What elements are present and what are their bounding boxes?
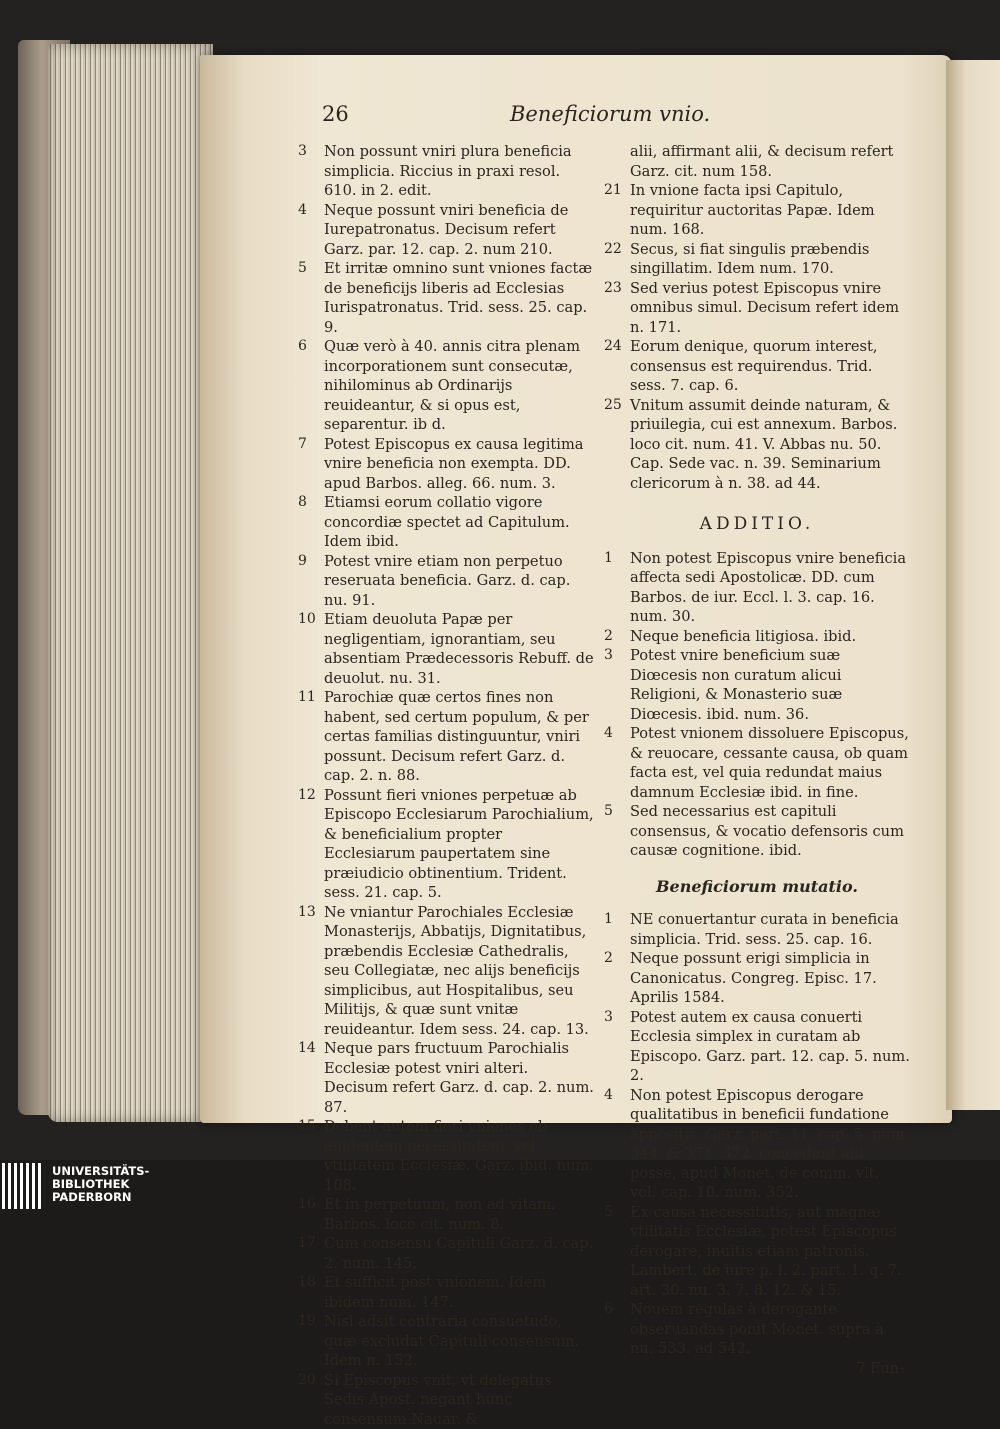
- entry-text: Parochiæ quæ certos fines non habent, sed certum populum, & per certas familias distinguuntur, vniri possunt. Decisum refert Garz. d. cap. 2. n. 88.: [324, 688, 596, 786]
- entry-text: Potest vnire etiam non perpetuo reseruata beneficia. Garz. d. cap. nu. 91.: [324, 552, 596, 611]
- entry-number: 24: [604, 337, 626, 357]
- entry-text: Et in perpetuum, non ad vitam. Barbos. loco cit. num. 8.: [324, 1195, 596, 1234]
- entry-number: 17: [298, 1234, 320, 1254]
- entry-text: Potest autem ex causa conuerti Ecclesia simplex in curatam ab Episcopo. Garz. part. 12. cap. 5. num. 2.: [630, 1008, 910, 1086]
- entry-number: 4: [298, 201, 320, 221]
- numbered-entry: [298, 435, 596, 494]
- entry-number: 4: [604, 1086, 626, 1106]
- numbered-entry: [604, 802, 910, 861]
- numbered-entry: [298, 1312, 596, 1371]
- entry-number: 4: [604, 724, 626, 744]
- entry-number: 6: [298, 337, 320, 357]
- entry-text: Potest vnire beneficium suæ Diœcesis non curatum alicui Religioni, & Monasterio suæ Diœcesis. ibid. num. 36.: [630, 646, 910, 724]
- entry-number: 1: [604, 549, 626, 569]
- entry-text: Nisi adsit contraria consuetudo, quæ excludat Capituli consensum. Idem n. 152.: [324, 1312, 596, 1371]
- entry-text: In vnione facta ipsi Capitulo, requiritur auctoritas Papæ. Idem num. 168.: [630, 181, 910, 240]
- running-title: Beneficiorum vnio.: [510, 102, 710, 126]
- entry-number: 16: [298, 1195, 320, 1215]
- entry-text: Neque possunt erigi simplicia in Canonicatus. Congreg. Episc. 17. Aprilis 1584.: [630, 949, 910, 1008]
- entry-text: Eorum denique, quorum interest, consensus est requirendus. Trid. sess. 7. cap. 6.: [630, 337, 910, 396]
- entry-text: Non potest Episcopus vnire beneficia affecta sedi Apostolicæ. DD. cum Barbos. de iur. Eccl. l. 3. cap. 16. num. 30.: [630, 549, 910, 627]
- numbered-entry: [604, 240, 910, 279]
- entry-text: Ex causa necessitatis, aut magnæ vtilitatis Ecclesiæ, potest Episcopus derogare, inuitis etiam patronis. Lambert. de iure p. l. 2. part. 1. q. 7. art. 30. nu. 3. 7. 8. 12. & 15.: [630, 1203, 910, 1301]
- numbered-entry: [298, 1371, 596, 1429]
- logo-line: PADERBORN: [52, 1191, 149, 1204]
- entry-number: 18: [298, 1273, 320, 1293]
- entry-text: Debent autem fieri vniones ob euidentem necessitatem, vel vtilitatem Ecclesiæ. Garz. ibid. num. 108.: [324, 1117, 596, 1195]
- numbered-entry: [604, 337, 910, 396]
- numbered-entry: [298, 142, 596, 201]
- numbered-entry: [298, 903, 596, 1040]
- entry-text: alii, affirmant alii, & decisum refert Garz. cit. num 158.: [630, 142, 910, 181]
- entry-number: 15: [298, 1117, 320, 1137]
- entry-text: Sed necessarius est capituli consensus, & vocatio defensoris cum causæ cognitione. ibid.: [630, 802, 910, 861]
- library-logo-icon: [2, 1163, 42, 1209]
- entry-text: Neque possunt vniri beneficia de Iurepatronatus. Decisum refert Garz. par. 12. cap. 2. num 210.: [324, 201, 596, 260]
- entry-text: Ne vniantur Parochiales Ecclesiæ Monasterijs, Abbatijs, Dignitatibus, præbendis Ecclesiæ Cathedralis, seu Collegiatæ, nec alijs beneficijs simplicibus, aut Hospitalibus, seu Militijs, & quæ sunt vnitæ reuideantur. Idem sess. 24. cap. 13.: [324, 903, 596, 1040]
- numbered-entry: [604, 1203, 910, 1301]
- numbered-entry: [298, 610, 596, 688]
- left-column: [298, 142, 596, 1429]
- entry-text: Potest Episcopus ex causa legitima vnire beneficia non exempta. DD. apud Barbos. alleg. 66. num. 3.: [324, 435, 596, 494]
- entry-number: 14: [298, 1039, 320, 1059]
- entry-text: Vnitum assumit deinde naturam, & priuilegia, cui est annexum. Barbos. loco cit. num. 41. V. Abbas nu. 50. Cap. Sede vac. n. 39. Seminarium clericorum à n. 38. ad 44.: [630, 396, 910, 494]
- numbered-entry: [298, 201, 596, 260]
- entry-number: 5: [604, 1203, 626, 1223]
- numbered-entry: [298, 1117, 596, 1195]
- numbered-entry: [298, 1234, 596, 1273]
- additio-entry-list: [604, 549, 910, 861]
- right-intro-text: [604, 142, 910, 181]
- additio-heading: ADDITIO.: [604, 515, 910, 535]
- entry-text: Secus, si fiat singulis præbendis singillatim. Idem num. 170.: [630, 240, 910, 279]
- entry-number: 22: [604, 240, 626, 260]
- entry-text: Potest vnionem dissoluere Episcopus, & reuocare, cessante causa, ob quam facta est, vel quia redundat maius damnum Ecclesiæ ibid. in fine.: [630, 724, 910, 802]
- entry-number: 21: [604, 181, 626, 201]
- numbered-entry: [604, 646, 910, 724]
- entry-text: Etiam deuoluta Papæ per negligentiam, ignorantiam, seu absentiam Prædecessoris Rebuff. de deuolut. nu. 31.: [324, 610, 596, 688]
- entry-number: 2: [604, 627, 626, 647]
- entry-text: Neque beneficia litigiosa. ibid.: [630, 627, 910, 647]
- page-header: [312, 100, 712, 134]
- numbered-entry: [604, 627, 910, 647]
- entry-number: 25: [604, 396, 626, 416]
- entry-number: 12: [298, 786, 320, 806]
- library-logo-text: [52, 1165, 149, 1204]
- entry-text: Possunt fieri vniones perpetuæ ab Episcopo Ecclesiarum Parochialium, & beneficialium propter Ecclesiarum paupertatem sine præiudicio obtinentium. Trident. sess. 21. cap. 5.: [324, 786, 596, 903]
- entry-number: 7: [298, 435, 320, 455]
- numbered-entry: [604, 1086, 910, 1203]
- right-column: [604, 142, 910, 1378]
- entry-text: Etiamsi eorum collatio vigore concordiæ spectet ad Capitulum. Idem ibid.: [324, 493, 596, 552]
- numbered-entry: [604, 724, 910, 802]
- entry-text: Non potest Episcopus derogare qualitatibus in beneficii fundatione appositis. Garz. part. 11. cap. 5. num. 344. & 371. 372. concedunt alii posse, apud Monet. de comm. vlt. vol. cap. 10. num. 352.: [630, 1086, 910, 1203]
- entry-text: Non possunt vniri plura beneficia simplicia. Riccius in praxi resol. 610. in 2. edit.: [324, 142, 596, 201]
- entry-number: 6: [604, 1300, 626, 1320]
- numbered-entry: [604, 396, 910, 494]
- numbered-entry: [298, 1195, 596, 1234]
- numbered-entry: [604, 549, 910, 627]
- entry-number: 8: [298, 493, 320, 513]
- numbered-entry: [604, 181, 910, 240]
- right-entry-list: [604, 181, 910, 493]
- entry-number: 5: [298, 259, 320, 279]
- entry-number: 1: [604, 910, 626, 930]
- left-entry-list: [298, 142, 596, 1429]
- logo-line: BIBLIOTHEK: [52, 1178, 149, 1191]
- numbered-entry: [604, 279, 910, 338]
- entry-number: 2: [604, 949, 626, 969]
- numbered-entry: [298, 493, 596, 552]
- entry-text: Cum consensu Capituli Garz. d. cap. 2. num. 145.: [324, 1234, 596, 1273]
- numbered-entry: [298, 259, 596, 337]
- entry-text: Sed verius potest Episcopus vnire omnibus simul. Decisum refert idem n. 171.: [630, 279, 910, 338]
- entry-number: 5: [604, 802, 626, 822]
- entry-text: Et sufficit post vnionem. Idem ibidem num. 147.: [324, 1273, 596, 1312]
- numbered-entry: [298, 1039, 596, 1117]
- entry-number: 20: [298, 1371, 320, 1391]
- entry-text: Quæ verò à 40. annis citra plenam incorporationem sunt consecutæ, nihilominus ab Ordinarijs reuideantur, & si opus est, separentur. ib d.: [324, 337, 596, 435]
- numbered-entry: [604, 949, 910, 1008]
- numbered-entry: [604, 910, 910, 949]
- numbered-entry: [298, 552, 596, 611]
- entry-number: 3: [604, 1008, 626, 1028]
- entry-text: Neque pars fructuum Parochialis Ecclesiæ potest vniri alteri. Decisum refert Garz. d. cap. 2. num. 87.: [324, 1039, 596, 1117]
- mutatio-heading: Beneficiorum mutatio.: [604, 877, 910, 897]
- entry-text: Et irritæ omnino sunt vniones factæ de beneficijs liberis ad Ecclesias Iurispatronatus. Trid. sess. 25. cap. 9.: [324, 259, 596, 337]
- numbered-entry: [298, 1273, 596, 1312]
- entry-number: 3: [604, 646, 626, 666]
- entry-number: 11: [298, 688, 320, 708]
- entry-text: NE conuertantur curata in beneficia simplicia. Trid. sess. 25. cap. 16.: [630, 910, 910, 949]
- entry-number: 19: [298, 1312, 320, 1332]
- entry-number: 9: [298, 552, 320, 572]
- catchword: 7 Fun-: [604, 1359, 910, 1379]
- entry-number: 13: [298, 903, 320, 923]
- entry-number: 3: [298, 142, 320, 162]
- numbered-entry: [298, 688, 596, 786]
- numbered-entry: [604, 1300, 910, 1359]
- mutatio-entry-list: [604, 910, 910, 1359]
- numbered-entry: [298, 786, 596, 903]
- page-number: 26: [322, 102, 349, 126]
- entry-text: Nouem regulas à derogante obseruandas ponit Monet. supra à nu. 533. ad 542.: [630, 1300, 910, 1359]
- numbered-entry: [298, 337, 596, 435]
- page-edges: [48, 44, 213, 1122]
- facing-page-edge: [946, 60, 1000, 1110]
- library-logo: [2, 1163, 222, 1209]
- logo-line: UNIVERSITÄTS-: [52, 1165, 149, 1178]
- entry-number: 10: [298, 610, 320, 630]
- entry-text: Si Episcopus vnit, vt delegatus Sedis Apost. negant hunc consensum Nauar. &: [324, 1371, 596, 1429]
- entry-number: 23: [604, 279, 626, 299]
- numbered-entry: [604, 1008, 910, 1086]
